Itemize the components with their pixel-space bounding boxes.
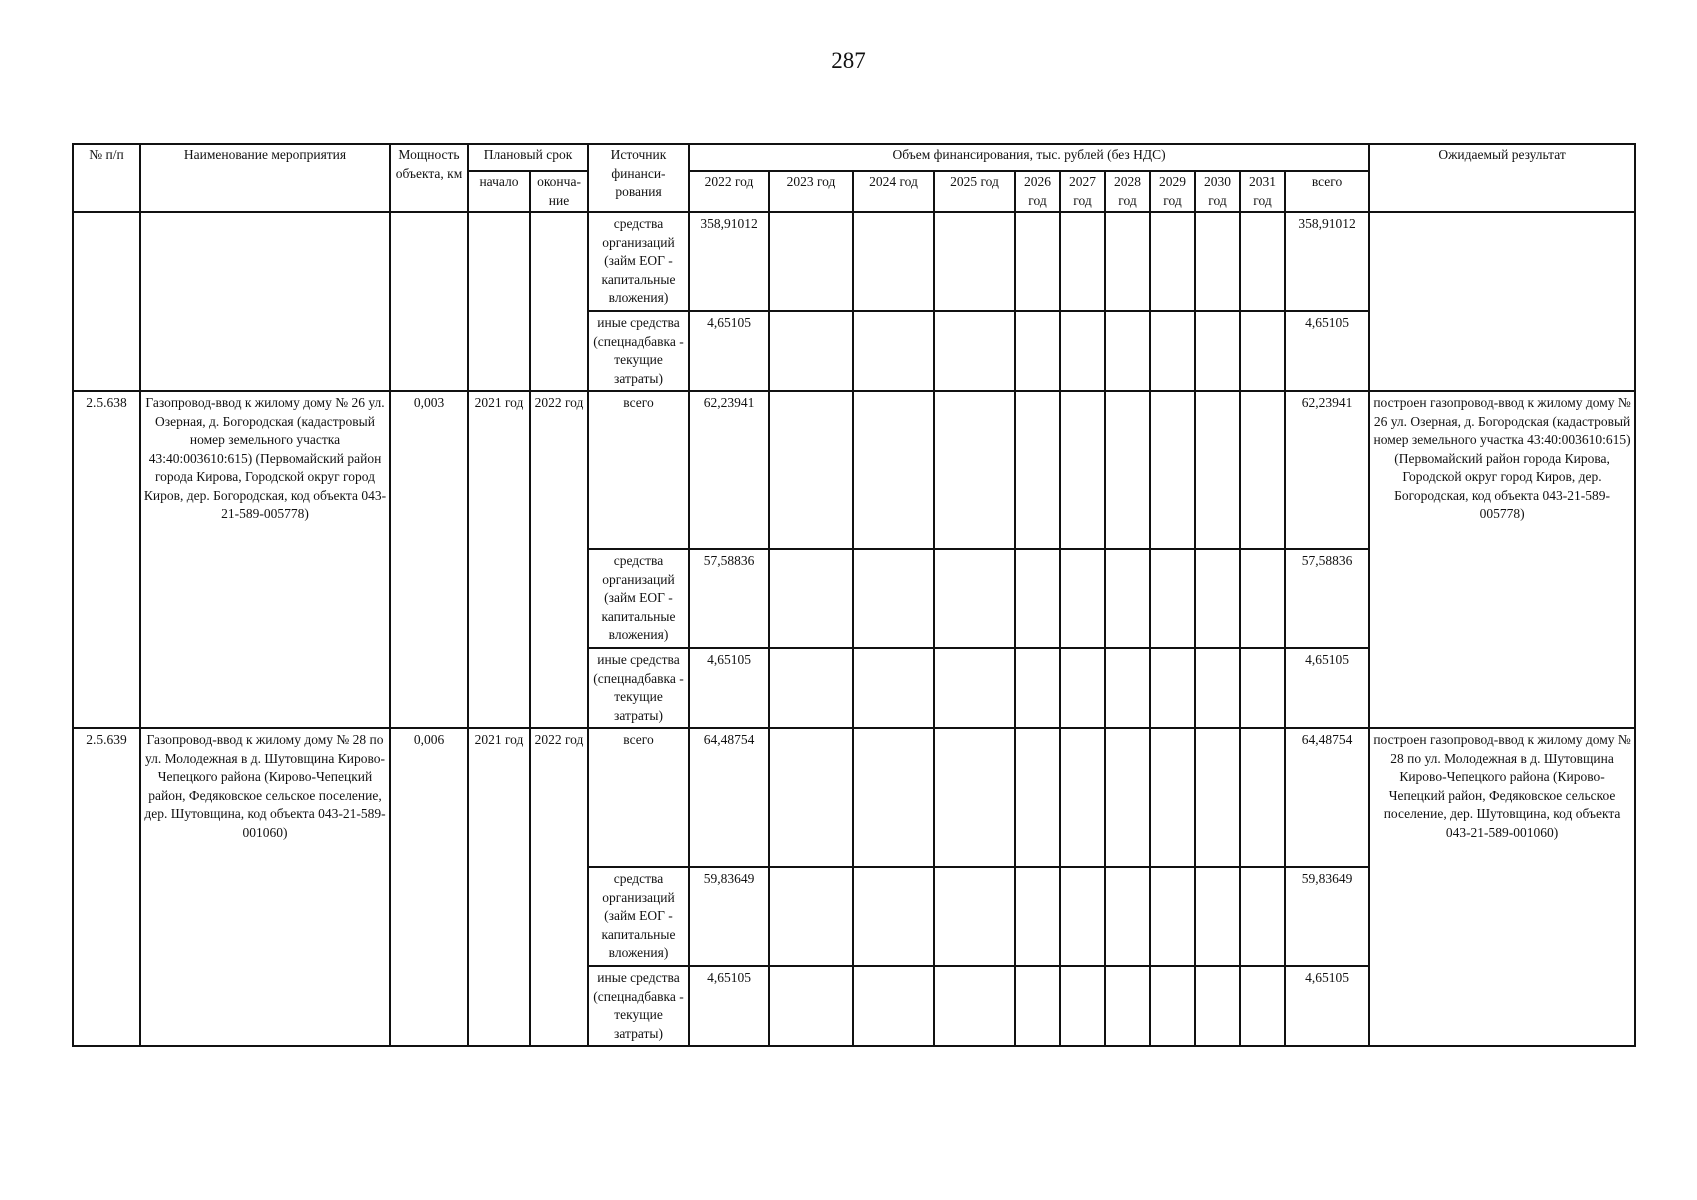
header-year: 2028 год [1105, 171, 1150, 212]
cell-total: 4,65105 [1285, 648, 1369, 728]
cell-end: 2022 год [530, 391, 588, 728]
cell-capacity: 0,006 [390, 728, 468, 1046]
cell-no: 2.5.638 [73, 391, 140, 728]
header-capacity: Мощность объекта, км [390, 144, 468, 212]
cell-total: 59,83649 [1285, 867, 1369, 966]
header-source: Источник финанси-рования [588, 144, 689, 212]
header-no: № п/п [73, 144, 140, 212]
cell-name: Газопровод-ввод к жилому дому № 26 ул. Озерная, д. Богородская (кадастровый номер земельного участка 43:40:003610:615) (Первомайский район города Кирова, Городской округ город Киров, дер. Богородская, код объекта 043-21-589-005778) [140, 391, 390, 728]
cell-start [468, 212, 530, 391]
cell-no: 2.5.639 [73, 728, 140, 1046]
header-year: 2026 год [1015, 171, 1060, 212]
header-year: 2024 год [853, 171, 934, 212]
cell-capacity [390, 212, 468, 391]
cell-source: средства организаций (займ ЕОГ - капитальные вложения) [588, 212, 689, 311]
header-plan-term: Плановый срок [468, 144, 588, 171]
cell-2022: 57,58836 [689, 549, 769, 648]
page-number: 287 [831, 48, 866, 73]
cell-total: 62,23941 [1285, 391, 1369, 549]
cell-2022: 358,91012 [689, 212, 769, 311]
cell-2022: 4,65105 [689, 966, 769, 1046]
cell-result [1369, 212, 1635, 391]
cell-2022: 4,65105 [689, 311, 769, 391]
table-row [73, 391, 1635, 549]
table-row [73, 212, 1635, 311]
header-year: 2030 год [1195, 171, 1240, 212]
cell-end [530, 212, 588, 391]
header-year: 2029 год [1150, 171, 1195, 212]
cell-start: 2021 год [468, 391, 530, 728]
cell-name [140, 212, 390, 391]
header-year: 2025 год [934, 171, 1015, 212]
cell-source: иные средства (спецнадбавка - текущие затраты) [588, 311, 689, 391]
header-year: 2031 год [1240, 171, 1285, 212]
cell-source: иные средства (спецнадбавка - текущие затраты) [588, 648, 689, 728]
header-end: оконча-ние [530, 171, 588, 212]
cell-total: 4,65105 [1285, 966, 1369, 1046]
cell-name: Газопровод-ввод к жилому дому № 28 по ул. Молодежная в д. Шутовщина Кирово-Чепецкого района (Кирово-Чепецкий район, Федяковское сельское поселение, дер. Шутовщина, код объекта 043-21-589-001060) [140, 728, 390, 1046]
cell-source: всего [588, 728, 689, 867]
header-name: Наименование мероприятия [140, 144, 390, 212]
header-year: 2023 год [769, 171, 853, 212]
cell-result: построен газопровод-ввод к жилому дому № 28 по ул. Молодежная в д. Шутовщина Кирово-Чепецкого района (Кирово-Чепецкий район, Федяковское сельское поселение, дер. Шутовщина, код объекта 043-21-589-001060) [1369, 728, 1635, 1046]
cell-2022: 62,23941 [689, 391, 769, 549]
cell-2022: 59,83649 [689, 867, 769, 966]
cell-total: 4,65105 [1285, 311, 1369, 391]
table-header [73, 144, 1635, 212]
header-year-total: всего [1285, 171, 1369, 212]
header-funding: Объем финансирования, тыс. рублей (без НДС) [689, 144, 1369, 171]
cell-total: 64,48754 [1285, 728, 1369, 867]
cell-capacity: 0,003 [390, 391, 468, 728]
header-year: 2027 год [1060, 171, 1105, 212]
funding-table [72, 143, 1636, 1047]
header-result: Ожидаемый результат [1369, 144, 1635, 212]
cell-source: иные средства (спецнадбавка - текущие затраты) [588, 966, 689, 1046]
table-row [73, 728, 1635, 867]
cell-total: 358,91012 [1285, 212, 1369, 311]
cell-2022: 4,65105 [689, 648, 769, 728]
cell-start: 2021 год [468, 728, 530, 1046]
header-year: 2022 год [689, 171, 769, 212]
cell-source: средства организаций (займ ЕОГ - капитальные вложения) [588, 867, 689, 966]
table-body [73, 212, 1635, 1046]
cell-2022: 64,48754 [689, 728, 769, 867]
cell-result: построен газопровод-ввод к жилому дому № 26 ул. Озерная, д. Богородская (кадастровый номер земельного участка 43:40:003610:615) (Первомайский район города Кирова, Городской округ город Киров, дер. Богородская, код объекта 043-21-589-005778) [1369, 391, 1635, 728]
header-start: начало [468, 171, 530, 212]
cell-end: 2022 год [530, 728, 588, 1046]
cell-no [73, 212, 140, 391]
cell-source: средства организаций (займ ЕОГ - капитальные вложения) [588, 549, 689, 648]
cell-total: 57,58836 [1285, 549, 1369, 648]
cell-source: всего [588, 391, 689, 549]
